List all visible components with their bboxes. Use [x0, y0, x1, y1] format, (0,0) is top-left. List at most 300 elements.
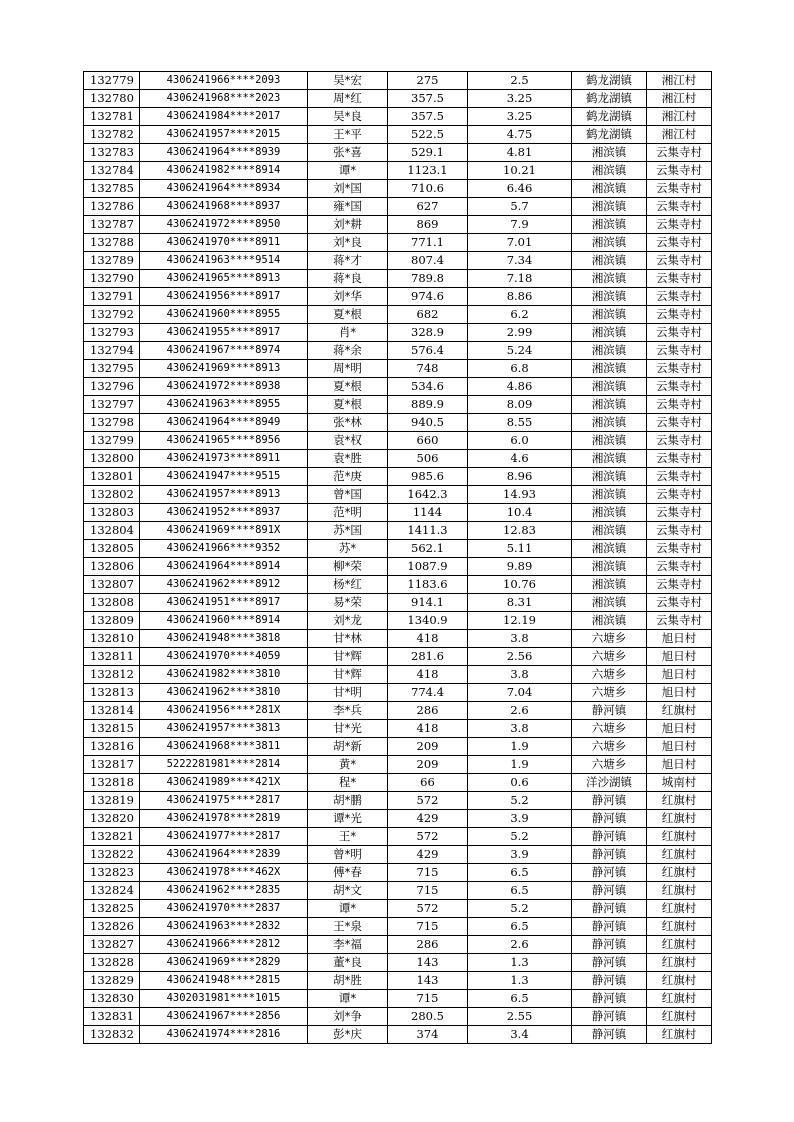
- table-row: [84, 774, 712, 792]
- serial-cell: 132818: [84, 774, 140, 792]
- name-cell: 夏*根: [308, 396, 388, 414]
- value-a-cell: 357.5: [388, 108, 468, 126]
- village-cell: 云集寺村: [647, 252, 712, 270]
- serial-cell: 132795: [84, 360, 140, 378]
- name-cell: 柳*荣: [308, 558, 388, 576]
- table-row: [84, 234, 712, 252]
- village-cell: 红旗村: [647, 1008, 712, 1026]
- value-b-cell: 14.93: [468, 486, 572, 504]
- table-row: [84, 450, 712, 468]
- village-cell: 云集寺村: [647, 288, 712, 306]
- id-number-cell: 4306241956****281X: [140, 702, 308, 720]
- name-cell: 董*良: [308, 954, 388, 972]
- table-row: [84, 828, 712, 846]
- value-a-cell: 572: [388, 792, 468, 810]
- value-b-cell: 1.9: [468, 738, 572, 756]
- value-b-cell: 10.21: [468, 162, 572, 180]
- serial-cell: 132808: [84, 594, 140, 612]
- serial-cell: 132829: [84, 972, 140, 990]
- value-a-cell: 286: [388, 702, 468, 720]
- table-row: [84, 900, 712, 918]
- town-cell: 湘滨镇: [572, 270, 647, 288]
- id-number-cell: 4306241948****2815: [140, 972, 308, 990]
- town-cell: 湘滨镇: [572, 576, 647, 594]
- value-a-cell: 429: [388, 846, 468, 864]
- value-b-cell: 2.55: [468, 1008, 572, 1026]
- table-row: [84, 846, 712, 864]
- value-b-cell: 4.6: [468, 450, 572, 468]
- serial-cell: 132784: [84, 162, 140, 180]
- serial-cell: 132781: [84, 108, 140, 126]
- table-row: [84, 126, 712, 144]
- village-cell: 云集寺村: [647, 306, 712, 324]
- village-cell: 云集寺村: [647, 540, 712, 558]
- value-a-cell: 522.5: [388, 126, 468, 144]
- id-number-cell: 4306241968****8937: [140, 198, 308, 216]
- table-row: [84, 144, 712, 162]
- value-b-cell: 5.2: [468, 828, 572, 846]
- name-cell: 傅*春: [308, 864, 388, 882]
- serial-cell: 132802: [84, 486, 140, 504]
- village-cell: 云集寺村: [647, 576, 712, 594]
- serial-cell: 132826: [84, 918, 140, 936]
- village-cell: 红旗村: [647, 864, 712, 882]
- serial-cell: 132806: [84, 558, 140, 576]
- value-a-cell: 529.1: [388, 144, 468, 162]
- value-b-cell: 2.6: [468, 936, 572, 954]
- village-cell: 旭日村: [647, 684, 712, 702]
- id-number-cell: 4306241970****8911: [140, 234, 308, 252]
- table-row: [84, 486, 712, 504]
- town-cell: 湘滨镇: [572, 288, 647, 306]
- value-b-cell: 6.5: [468, 864, 572, 882]
- village-cell: 云集寺村: [647, 342, 712, 360]
- table-row: [84, 378, 712, 396]
- serial-cell: 132786: [84, 198, 140, 216]
- name-cell: 蒋*才: [308, 252, 388, 270]
- serial-cell: 132804: [84, 522, 140, 540]
- value-a-cell: 209: [388, 738, 468, 756]
- name-cell: 张*林: [308, 414, 388, 432]
- name-cell: 谭*光: [308, 810, 388, 828]
- village-cell: 红旗村: [647, 900, 712, 918]
- serial-cell: 132793: [84, 324, 140, 342]
- town-cell: 湘滨镇: [572, 468, 647, 486]
- town-cell: 静河镇: [572, 828, 647, 846]
- serial-cell: 132805: [84, 540, 140, 558]
- id-number-cell: 4306241969****8913: [140, 360, 308, 378]
- value-a-cell: 275: [388, 72, 468, 90]
- table-row: [84, 414, 712, 432]
- value-a-cell: 715: [388, 990, 468, 1008]
- village-cell: 旭日村: [647, 666, 712, 684]
- name-cell: 周*红: [308, 90, 388, 108]
- name-cell: 胡*文: [308, 882, 388, 900]
- village-cell: 城南村: [647, 774, 712, 792]
- name-cell: 范*庚: [308, 468, 388, 486]
- town-cell: 六塘乡: [572, 630, 647, 648]
- village-cell: 云集寺村: [647, 144, 712, 162]
- value-a-cell: 710.6: [388, 180, 468, 198]
- value-b-cell: 8.31: [468, 594, 572, 612]
- name-cell: 袁*权: [308, 432, 388, 450]
- value-a-cell: 429: [388, 810, 468, 828]
- serial-cell: 132828: [84, 954, 140, 972]
- table-row: [84, 540, 712, 558]
- town-cell: 六塘乡: [572, 684, 647, 702]
- name-cell: 蒋*良: [308, 270, 388, 288]
- town-cell: 湘滨镇: [572, 198, 647, 216]
- serial-cell: 132816: [84, 738, 140, 756]
- table-row: [84, 882, 712, 900]
- id-number-cell: 4306241965****8956: [140, 432, 308, 450]
- village-cell: 云集寺村: [647, 396, 712, 414]
- name-cell: 王*泉: [308, 918, 388, 936]
- value-b-cell: 5.2: [468, 792, 572, 810]
- id-number-cell: 4306241957****8913: [140, 486, 308, 504]
- town-cell: 湘滨镇: [572, 612, 647, 630]
- village-cell: 云集寺村: [647, 180, 712, 198]
- name-cell: 甘*明: [308, 684, 388, 702]
- value-a-cell: 1340.9: [388, 612, 468, 630]
- id-number-cell: 4306241975****2817: [140, 792, 308, 810]
- value-b-cell: 8.96: [468, 468, 572, 486]
- name-cell: 杨*红: [308, 576, 388, 594]
- id-number-cell: 4306241978****2819: [140, 810, 308, 828]
- id-number-cell: 4306241968****2023: [140, 90, 308, 108]
- value-b-cell: 12.19: [468, 612, 572, 630]
- village-cell: 红旗村: [647, 828, 712, 846]
- serial-cell: 132803: [84, 504, 140, 522]
- name-cell: 刘*争: [308, 1008, 388, 1026]
- village-cell: 云集寺村: [647, 450, 712, 468]
- name-cell: 苏*国: [308, 522, 388, 540]
- id-number-cell: 4306241966****2093: [140, 72, 308, 90]
- data-table: [83, 71, 712, 1044]
- village-cell: 旭日村: [647, 738, 712, 756]
- value-b-cell: 6.8: [468, 360, 572, 378]
- id-number-cell: 4306241962****8912: [140, 576, 308, 594]
- value-a-cell: 974.6: [388, 288, 468, 306]
- value-a-cell: 807.4: [388, 252, 468, 270]
- id-number-cell: 4306241972****8950: [140, 216, 308, 234]
- table-row: [84, 684, 712, 702]
- town-cell: 湘滨镇: [572, 432, 647, 450]
- village-cell: 红旗村: [647, 882, 712, 900]
- town-cell: 洋沙湖镇: [572, 774, 647, 792]
- value-b-cell: 9.89: [468, 558, 572, 576]
- id-number-cell: 4306241964****8949: [140, 414, 308, 432]
- value-b-cell: 5.7: [468, 198, 572, 216]
- id-number-cell: 4306241957****3813: [140, 720, 308, 738]
- town-cell: 静河镇: [572, 918, 647, 936]
- town-cell: 静河镇: [572, 900, 647, 918]
- table-row: [84, 918, 712, 936]
- value-b-cell: 3.25: [468, 90, 572, 108]
- village-cell: 云集寺村: [647, 414, 712, 432]
- town-cell: 静河镇: [572, 810, 647, 828]
- value-a-cell: 418: [388, 630, 468, 648]
- value-a-cell: 1183.6: [388, 576, 468, 594]
- value-a-cell: 506: [388, 450, 468, 468]
- village-cell: 云集寺村: [647, 378, 712, 396]
- town-cell: 静河镇: [572, 936, 647, 954]
- value-b-cell: 3.8: [468, 630, 572, 648]
- document-page: [83, 71, 712, 1044]
- value-b-cell: 8.55: [468, 414, 572, 432]
- value-a-cell: 143: [388, 972, 468, 990]
- town-cell: 鹤龙湖镇: [572, 108, 647, 126]
- value-a-cell: 914.1: [388, 594, 468, 612]
- village-cell: 红旗村: [647, 702, 712, 720]
- village-cell: 云集寺村: [647, 486, 712, 504]
- town-cell: 湘滨镇: [572, 360, 647, 378]
- town-cell: 六塘乡: [572, 738, 647, 756]
- village-cell: 云集寺村: [647, 468, 712, 486]
- name-cell: 胡*新: [308, 738, 388, 756]
- value-a-cell: 374: [388, 1026, 468, 1044]
- serial-cell: 132814: [84, 702, 140, 720]
- value-a-cell: 627: [388, 198, 468, 216]
- table-row: [84, 468, 712, 486]
- id-number-cell: 4306241989****421X: [140, 774, 308, 792]
- village-cell: 湘江村: [647, 108, 712, 126]
- table-row: [84, 504, 712, 522]
- village-cell: 红旗村: [647, 846, 712, 864]
- serial-cell: 132817: [84, 756, 140, 774]
- village-cell: 旭日村: [647, 720, 712, 738]
- name-cell: 黄*: [308, 756, 388, 774]
- name-cell: 苏*: [308, 540, 388, 558]
- name-cell: 夏*根: [308, 306, 388, 324]
- id-number-cell: 4306241962****2835: [140, 882, 308, 900]
- name-cell: 谭*: [308, 162, 388, 180]
- id-number-cell: 4306241963****8955: [140, 396, 308, 414]
- value-b-cell: 2.6: [468, 702, 572, 720]
- name-cell: 袁*胜: [308, 450, 388, 468]
- value-b-cell: 3.8: [468, 720, 572, 738]
- table-row: [84, 720, 712, 738]
- value-b-cell: 4.81: [468, 144, 572, 162]
- id-number-cell: 4306241964****8934: [140, 180, 308, 198]
- id-number-cell: 4306241969****2829: [140, 954, 308, 972]
- id-number-cell: 4306241967****8974: [140, 342, 308, 360]
- table-row: [84, 630, 712, 648]
- id-number-cell: 4306241984****2017: [140, 108, 308, 126]
- table-row: [84, 558, 712, 576]
- name-cell: 肖*: [308, 324, 388, 342]
- value-b-cell: 1.3: [468, 972, 572, 990]
- table-row: [84, 594, 712, 612]
- town-cell: 湘滨镇: [572, 522, 647, 540]
- value-b-cell: 4.86: [468, 378, 572, 396]
- id-number-cell: 4306241957****2015: [140, 126, 308, 144]
- town-cell: 静河镇: [572, 702, 647, 720]
- id-number-cell: 4306241955****8917: [140, 324, 308, 342]
- serial-cell: 132785: [84, 180, 140, 198]
- value-b-cell: 7.04: [468, 684, 572, 702]
- village-cell: 云集寺村: [647, 594, 712, 612]
- value-a-cell: 418: [388, 666, 468, 684]
- id-number-cell: 4306241982****3810: [140, 666, 308, 684]
- town-cell: 六塘乡: [572, 756, 647, 774]
- id-number-cell: 4306241963****9514: [140, 252, 308, 270]
- town-cell: 静河镇: [572, 990, 647, 1008]
- name-cell: 王*平: [308, 126, 388, 144]
- village-cell: 云集寺村: [647, 324, 712, 342]
- serial-cell: 132832: [84, 1026, 140, 1044]
- serial-cell: 132822: [84, 846, 140, 864]
- value-a-cell: 715: [388, 918, 468, 936]
- serial-cell: 132787: [84, 216, 140, 234]
- serial-cell: 132820: [84, 810, 140, 828]
- id-number-cell: 4306241969****891X: [140, 522, 308, 540]
- value-a-cell: 940.5: [388, 414, 468, 432]
- serial-cell: 132815: [84, 720, 140, 738]
- value-b-cell: 8.86: [468, 288, 572, 306]
- name-cell: 刘*华: [308, 288, 388, 306]
- town-cell: 六塘乡: [572, 666, 647, 684]
- value-b-cell: 6.0: [468, 432, 572, 450]
- id-number-cell: 4302031981****1015: [140, 990, 308, 1008]
- name-cell: 李*福: [308, 936, 388, 954]
- serial-cell: 132824: [84, 882, 140, 900]
- value-b-cell: 8.09: [468, 396, 572, 414]
- value-a-cell: 576.4: [388, 342, 468, 360]
- village-cell: 湘江村: [647, 126, 712, 144]
- village-cell: 云集寺村: [647, 162, 712, 180]
- town-cell: 湘滨镇: [572, 234, 647, 252]
- table-row: [84, 954, 712, 972]
- town-cell: 湘滨镇: [572, 342, 647, 360]
- serial-cell: 132819: [84, 792, 140, 810]
- table-row: [84, 180, 712, 198]
- value-b-cell: 2.5: [468, 72, 572, 90]
- table-row: [84, 648, 712, 666]
- town-cell: 鹤龙湖镇: [572, 126, 647, 144]
- id-number-cell: 4306241970****4059: [140, 648, 308, 666]
- town-cell: 湘滨镇: [572, 594, 647, 612]
- value-b-cell: 4.75: [468, 126, 572, 144]
- name-cell: 王*: [308, 828, 388, 846]
- value-b-cell: 0.6: [468, 774, 572, 792]
- town-cell: 湘滨镇: [572, 396, 647, 414]
- town-cell: 湘滨镇: [572, 162, 647, 180]
- town-cell: 静河镇: [572, 882, 647, 900]
- serial-cell: 132799: [84, 432, 140, 450]
- name-cell: 范*明: [308, 504, 388, 522]
- name-cell: 李*兵: [308, 702, 388, 720]
- village-cell: 云集寺村: [647, 612, 712, 630]
- village-cell: 红旗村: [647, 918, 712, 936]
- serial-cell: 132801: [84, 468, 140, 486]
- town-cell: 静河镇: [572, 792, 647, 810]
- value-b-cell: 5.24: [468, 342, 572, 360]
- value-b-cell: 6.5: [468, 918, 572, 936]
- value-a-cell: 562.1: [388, 540, 468, 558]
- value-a-cell: 1087.9: [388, 558, 468, 576]
- table-row: [84, 396, 712, 414]
- value-a-cell: 572: [388, 900, 468, 918]
- village-cell: 云集寺村: [647, 522, 712, 540]
- village-cell: 红旗村: [647, 936, 712, 954]
- value-a-cell: 889.9: [388, 396, 468, 414]
- village-cell: 旭日村: [647, 648, 712, 666]
- value-b-cell: 2.56: [468, 648, 572, 666]
- name-cell: 蒋*余: [308, 342, 388, 360]
- town-cell: 静河镇: [572, 1026, 647, 1044]
- value-a-cell: 357.5: [388, 90, 468, 108]
- name-cell: 刘*国: [308, 180, 388, 198]
- village-cell: 云集寺村: [647, 558, 712, 576]
- name-cell: 甘*辉: [308, 648, 388, 666]
- town-cell: 静河镇: [572, 846, 647, 864]
- name-cell: 胡*胜: [308, 972, 388, 990]
- value-a-cell: 682: [388, 306, 468, 324]
- value-b-cell: 3.25: [468, 108, 572, 126]
- id-number-cell: 4306241977****2817: [140, 828, 308, 846]
- town-cell: 湘滨镇: [572, 540, 647, 558]
- table-row: [84, 810, 712, 828]
- town-cell: 湘滨镇: [572, 216, 647, 234]
- table-row: [84, 990, 712, 1008]
- name-cell: 谭*: [308, 900, 388, 918]
- value-a-cell: 66: [388, 774, 468, 792]
- town-cell: 湘滨镇: [572, 144, 647, 162]
- town-cell: 鹤龙湖镇: [572, 72, 647, 90]
- serial-cell: 132792: [84, 306, 140, 324]
- village-cell: 红旗村: [647, 972, 712, 990]
- id-number-cell: 4306241948****3818: [140, 630, 308, 648]
- table-row: [84, 108, 712, 126]
- table-row: [84, 666, 712, 684]
- name-cell: 张*喜: [308, 144, 388, 162]
- village-cell: 云集寺村: [647, 432, 712, 450]
- value-b-cell: 6.5: [468, 990, 572, 1008]
- serial-cell: 132813: [84, 684, 140, 702]
- value-b-cell: 1.3: [468, 954, 572, 972]
- town-cell: 湘滨镇: [572, 558, 647, 576]
- id-number-cell: 4306241963****2832: [140, 918, 308, 936]
- town-cell: 湘滨镇: [572, 414, 647, 432]
- serial-cell: 132790: [84, 270, 140, 288]
- town-cell: 静河镇: [572, 864, 647, 882]
- serial-cell: 132807: [84, 576, 140, 594]
- value-b-cell: 3.9: [468, 810, 572, 828]
- value-a-cell: 280.5: [388, 1008, 468, 1026]
- table-row: [84, 1026, 712, 1044]
- value-b-cell: 6.46: [468, 180, 572, 198]
- value-a-cell: 143: [388, 954, 468, 972]
- name-cell: 周*明: [308, 360, 388, 378]
- id-number-cell: 4306241970****2837: [140, 900, 308, 918]
- value-a-cell: 660: [388, 432, 468, 450]
- value-b-cell: 3.4: [468, 1026, 572, 1044]
- village-cell: 红旗村: [647, 792, 712, 810]
- village-cell: 湘江村: [647, 90, 712, 108]
- name-cell: 雍*国: [308, 198, 388, 216]
- id-number-cell: 4306241966****2812: [140, 936, 308, 954]
- table-row: [84, 792, 712, 810]
- value-a-cell: 209: [388, 756, 468, 774]
- name-cell: 程*: [308, 774, 388, 792]
- value-b-cell: 2.99: [468, 324, 572, 342]
- value-a-cell: 534.6: [388, 378, 468, 396]
- id-number-cell: 4306241982****8914: [140, 162, 308, 180]
- name-cell: 夏*根: [308, 378, 388, 396]
- value-a-cell: 286: [388, 936, 468, 954]
- value-b-cell: 7.18: [468, 270, 572, 288]
